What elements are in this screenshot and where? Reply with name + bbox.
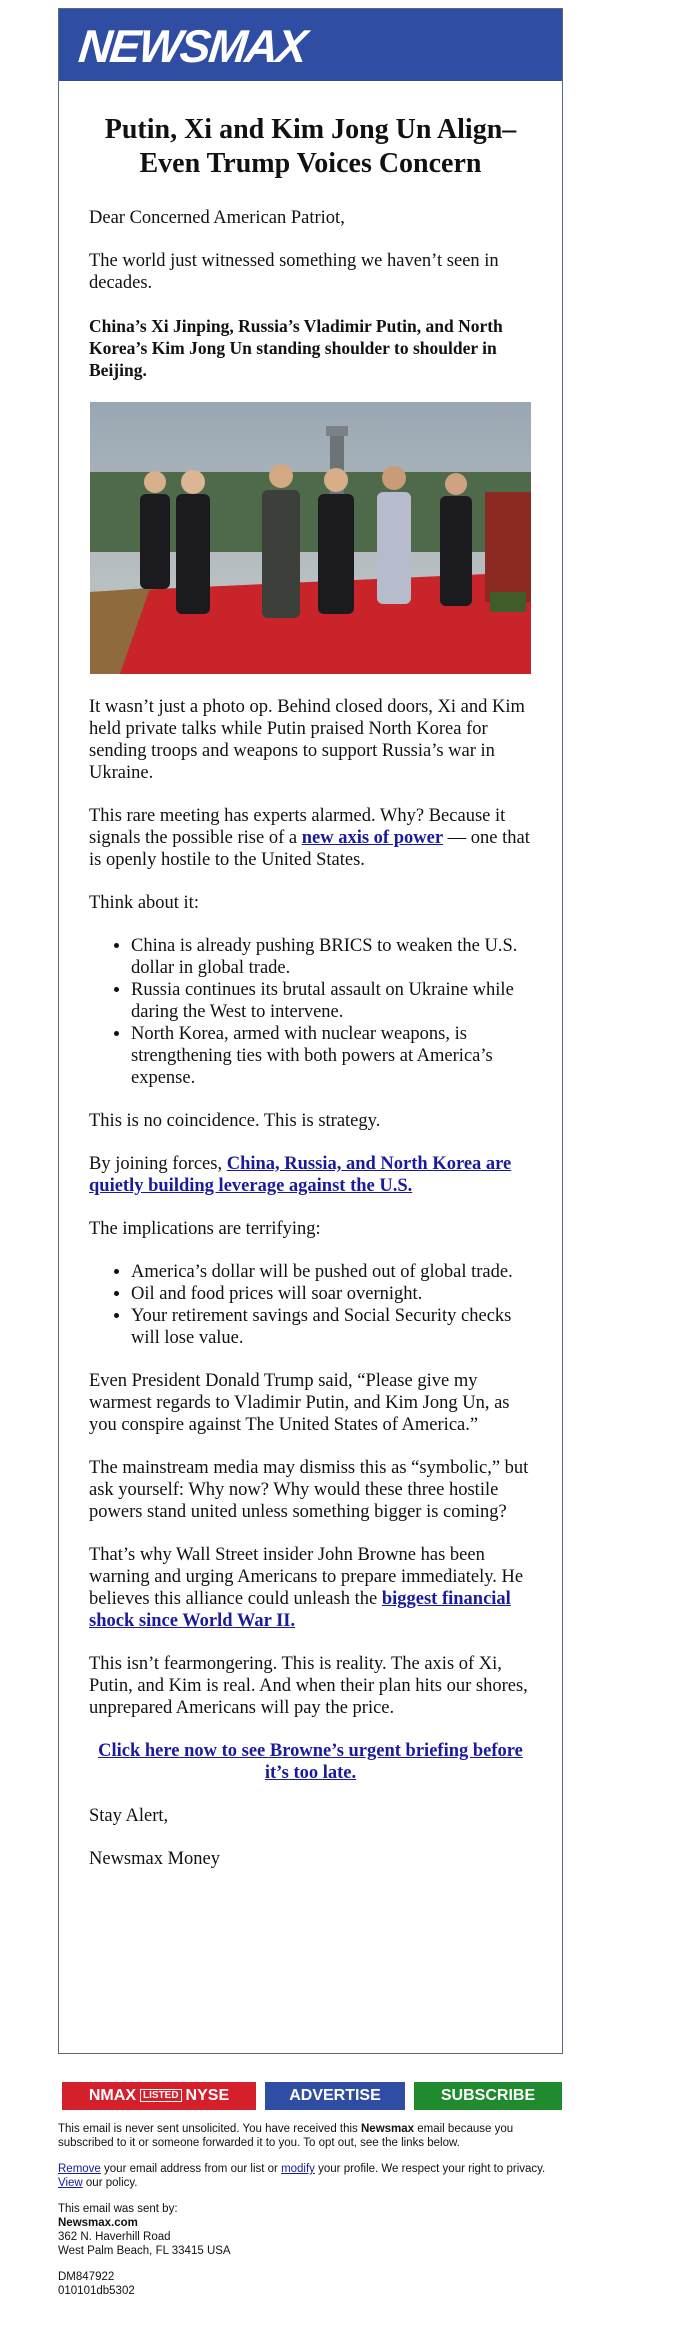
- cta-paragraph: [89, 1740, 532, 1784]
- remove-link[interactable]: Remove: [58, 2163, 101, 2175]
- axis-text-after: — one that is openly hostile to the United States.: [89, 828, 530, 870]
- implications-heading: The implications are terrifying:: [89, 1219, 321, 1239]
- list-item: • China is already pushing BRICS to weaken the U.S. dollar in global trade.: [131, 935, 532, 979]
- lead-bold-paragraph: China’s Xi Jinping, Russia’s Vladimir Putin, and North Korea’s Kim Jong Un standing shoulder to shoulder in Beijing.: [89, 316, 503, 380]
- code-2: 010101db5302: [58, 2285, 135, 2297]
- nyse-label: NYSE: [185, 2087, 230, 2104]
- header-banner: [59, 9, 562, 81]
- privacy-notice: [58, 2162, 563, 2190]
- paragraph-joining-forces: [89, 1153, 532, 1197]
- signoff-stay-alert: Stay Alert,: [89, 1806, 169, 1826]
- email-card: [58, 8, 563, 2054]
- joining-text-before: By joining forces,: [89, 1154, 227, 1174]
- notice-after: email because you subscribed to it or someone forwarded it to you. To opt out, see the links below.: [58, 2123, 514, 2149]
- view-policy-link[interactable]: View: [58, 2177, 83, 2189]
- notice-before: This email is never sent unsolicited. You have received this: [58, 2123, 361, 2135]
- browne-text-before: That’s why Wall Street insider John Browne has been warning and urging Americans to prepare immediately. He believes this alliance could unleash the: [89, 1545, 524, 1609]
- headline: Putin, Xi and Kim Jong Un Align– Even Trump Voices Concern: [104, 114, 517, 179]
- financial-shock-link[interactable]: biggest financial shock since World War II.: [89, 1589, 511, 1631]
- list-item: • America’s dollar will be pushed out of global trade.: [131, 1261, 532, 1283]
- article-body: [59, 113, 562, 1870]
- paragraph-axis: [89, 805, 532, 871]
- implications-list: [89, 1261, 532, 1349]
- briefing-cta-link[interactable]: Click here now to see Browne’s urgent briefing before it’s too late.: [98, 1741, 523, 1783]
- company-name: Newsmax.com: [58, 2217, 138, 2229]
- code-1: DM847922: [58, 2271, 115, 2283]
- address-line-1: 362 N. Haverhill Road: [58, 2231, 171, 2243]
- view-after: our policy.: [82, 2177, 138, 2189]
- leverage-link[interactable]: China, Russia, and North Korea are quietly building leverage against the U.S.: [89, 1154, 512, 1196]
- nmax-label: NMAX: [88, 2087, 136, 2104]
- tracking-codes: [58, 2270, 563, 2298]
- think-about-it: Think about it:: [89, 893, 199, 913]
- listed-label: LISTED: [140, 2089, 182, 2102]
- paragraph-media: The mainstream media may dismiss this as “symbolic,” but ask yourself: Why now? Why would these three hostile powers stand united unless something bigger is coming?: [89, 1458, 529, 1522]
- logo-text: NEWSMAX: [76, 20, 308, 72]
- paragraph-browne: [89, 1544, 532, 1632]
- modify-mid: your profile. We respect your right to privacy.: [314, 2163, 546, 2175]
- new-axis-of-power-link[interactable]: new axis of power: [301, 828, 444, 848]
- address-line-2: West Palm Beach, FL 33415 USA: [58, 2245, 231, 2257]
- paragraph-photo-op: It wasn’t just a photo op. Behind closed doors, Xi and Kim held private talks while Putin praised North Korea for sending troops and weapons to support Russia’s war in Ukraine.: [89, 697, 525, 783]
- remove-mid: your email address from our list or: [100, 2163, 282, 2175]
- advertise-button[interactable]: ADVERTISE: [265, 2082, 405, 2110]
- list-item: • Oil and food prices will soar overnight.: [131, 1283, 532, 1305]
- sender-info: [58, 2202, 563, 2258]
- axis-text-before: This rare meeting has experts alarmed. Why? Because it signals the possible rise of a: [89, 806, 506, 848]
- paragraph-reality: This isn’t fearmongering. This is reality. The axis of Xi, Putin, and Kim is real. And when their plan hits our shores, unprepared Americans will pay the price.: [89, 1654, 528, 1718]
- greeting: Dear Concerned American Patriot,: [89, 208, 345, 228]
- modify-link[interactable]: modify: [281, 2163, 315, 2175]
- list-item: • Russia continues its brutal assault on Ukraine while daring the West to intervene.: [131, 979, 532, 1023]
- footer-text: [58, 2122, 563, 2310]
- nmax-nyse-button[interactable]: [62, 2082, 256, 2110]
- intro-paragraph: The world just witnessed something we haven’t seen in decades.: [89, 251, 499, 293]
- notice-brand: Newsmax: [361, 2123, 415, 2135]
- footer-buttons: [62, 2082, 562, 2112]
- leaders-photo[interactable]: [90, 402, 531, 674]
- paragraph-strategy: This is no coincidence. This is strategy.: [89, 1111, 381, 1131]
- sent-by: This email was sent by:: [58, 2203, 178, 2215]
- list-item: • North Korea, armed with nuclear weapons, is strengthening ties with both powers at America’s expense.: [131, 1023, 532, 1089]
- threat-list: [89, 935, 532, 1089]
- list-item: • Your retirement savings and Social Security checks will lose value.: [131, 1305, 532, 1349]
- newsmax-logo[interactable]: [76, 19, 308, 73]
- paragraph-trump-quote: Even President Donald Trump said, “Please give my warmest regards to Vladimir Putin, and Kim Jong Un, as you conspire against The United States of America.”: [89, 1371, 510, 1435]
- subscribe-button[interactable]: SUBSCRIBE: [414, 2082, 562, 2110]
- signoff-newsmax-money: Newsmax Money: [89, 1849, 221, 1869]
- unsolicited-notice: [58, 2122, 563, 2150]
